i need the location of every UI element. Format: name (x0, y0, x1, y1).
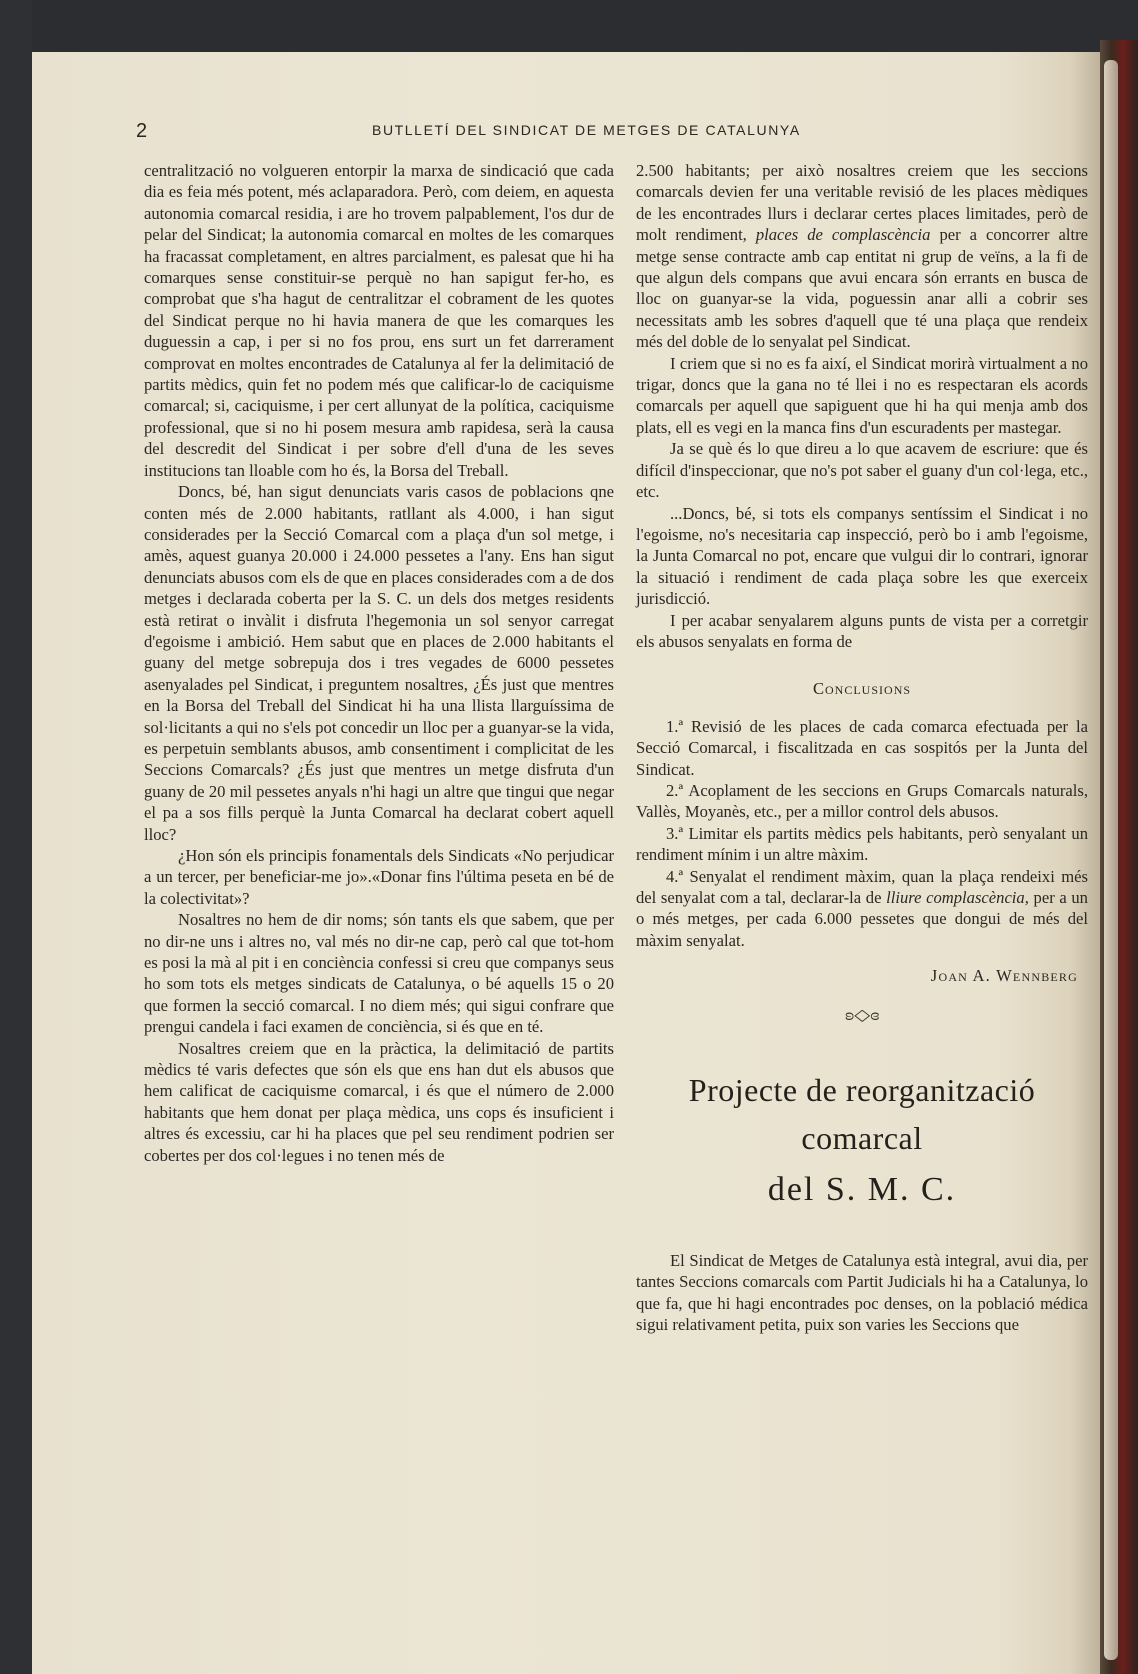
running-header (136, 120, 1076, 144)
section-title (636, 1066, 1088, 1214)
left-paragraph-2: Doncs, bé, han sigut denunciats varis casos de poblacions qne conten més de 2.000 habitants, ratllant als 4.000, i han sigut considerades per la Secció Comarcal com a plaça d'un sol metge, i amès, aquest guanya 20.000 i 24.000 pessetes a l'any. Ens han sigut denunciats abusos com els de que en places considerades com a de dos metges i declarada coberta per la S. C. un dels dos metges residents està retirat o invàlit i disfruta l'hegemonia un sol senyor carregat d'egoisme i ambició. Hem sabut que en places de 2.000 habitants el guany del metge sobrepuja dos i tres vegades de 6000 pessetes asenyalades pel Sindicat, i preguntem nosaltres, ¿És just que mentres en la Borsa del Treball del Sindicat hi ha una llista llarguíssima de sol·licitants a qui no s'els pot concedir un lloc per a guanyar-se la vida, es perpetuin semblants abusos, amb consentiment i complicitat de les Seccions Comarcals? ¿És just que mentres un metge disfruta d'un guany de 20 mil pessetes anyals n'hi hagi un altre que tingui que negar el pa a sos fills perquè la Junta Comarcal ha declarat cobert aquell lloc? (144, 482, 615, 844)
author-signature: Joan A. Wennberg (930, 966, 1078, 986)
ornament-glyph: ʚ◇ɞ (844, 1006, 880, 1024)
right-paragraph-4: ...Doncs, bé, si tots els companys sentíssim el Sindicat i no l'egoisme, no's necesitaria cap inspecció, però bo i amb l'egoisme, la Junta Comarcal no pot, encare que vulgui dir lo contrari, ignorar la situació i rendiment de cada plaça sobre les que exerceix jurisdicció. (636, 503, 1088, 609)
conclusions-heading: Conclusions (812, 679, 912, 699)
ornament-divider (636, 1005, 1088, 1026)
section-title-line-1: Projecte de reorganització comarcal (688, 1072, 1036, 1157)
page-edge-stack (1104, 60, 1118, 1660)
scan-backdrop-top (0, 0, 1138, 52)
left-column (144, 160, 614, 1166)
book-spine-edge (1100, 40, 1138, 1674)
right-paragraph-2: I criem que si no es fa així, el Sindicat morirà virtualment a no trigar, doncs que la gana no té llei i no es respectaran els acords comarcals per aquell que sapiguent que hi ha qui menja amb dos plats, ell es vegi en la manca fins d'un escuradents per mastegar. (636, 353, 1088, 437)
conclusion-3: 3.ª Limitar els partits mèdics pels habitants, però senyalant un rendiment mínim i un altre màxim. (636, 823, 1088, 865)
left-paragraph-3: ¿Hon són els principis fonamentals dels Sindicats «No perjudicar a un tercer, per beneficiar-me jo».«Donar fins l'última peseta en bé de la colectivitat»? (144, 846, 614, 908)
left-paragraph-1: centralització no volgueren entorpir la marxa de sindicació que cada dia es feia més potent, més aclaparadora. Però, com deiem, en aquesta autonomia comarcal residia, i are ho trovem palpablement, l'os dur de pelar del Sindicat; la autonomia comarcal en moltes de les comarques ha fracassat completament, en altres parcialment, es palesat que hi ha comarques sense constituir-se perquè no han sapigut fer-ho, es comprobat que s'ha hagut de centralitzar el cobrament de les quotes del Sindicat perque no hi havia manera de que les comarques les duguessin a cap, i per si no fos prou, ens surt un fet darrerament comprovat en moltes encontrades de Catalunya al fer la delimitació de partits mèdics, quin fet no podem més que calificar-lo de caciquisme comarcal; si, caciquisme, i per cert allunyat de la política, caciquisme professional, que si no hi posem mesura amb rapidesa, serà la causa del descredit del Sindicat i per sobre d'ell d'una de les seves institucions tan lloable com ho és, la Borsa del Treball. (144, 161, 614, 480)
right-paragraph-1 (636, 160, 1088, 353)
right-paragraph-1-emphasis: places de complascència (755, 225, 931, 245)
conclusion-4-text: 4.ª Senyalat el rendiment màxim, quan la plaça rendeixi més del senyalat com a tal, declarar-la de (636, 866, 1088, 907)
section-title-line-2: del S. M. C. (767, 1171, 957, 1209)
scan-backdrop-left (0, 0, 32, 1674)
conclusion-4-tail: per a un o més metges, per cada 6.000 pessetes que dongui de més del màxim senyalat. (636, 888, 1088, 950)
page-number: 2 (136, 120, 148, 142)
section-paragraph-1: El Sindicat de Metges de Catalunya està integral, avui dia, per tantes Seccions comarcals com Partit Judicials hi ha a Catalunya, lo que fa, que hi hagi encontrades poc denses, on la població médica sigui relativament petita, puix son varies les Seccions que (636, 1251, 1088, 1335)
right-column (636, 160, 1088, 1336)
right-paragraph-3: Ja se què és lo que direu a lo que acavem de escriure: que és difícil d'inspeccionar, que no's pot saber el guany d'un col·lega, etc., etc. (636, 439, 1088, 502)
right-paragraph-1-tail: per a concorrer altre metge sense contracte amb cap entitat ni grup de veïns, a la fi de que algun dels compans que avui encara són errants en busca de lloc on guanyar-se la vida, poguessin anar alli a cobrir ses necessitats amb les sobres d'aquell que té una plaça que rendeix més del doble de lo senyalat pel Sindicat. (636, 225, 1088, 352)
left-paragraph-4: Nosaltres no hem de dir noms; són tants els que sabem, que per no dir-ne uns i altres no, val més no dir-ne cap, però cal que tot-hom es posi la mà al pit i en conciència confessi si creu que companys seus ho som tots els metges sindicats de Catalunya, o bé aquells 15 o 20 que formen la secció comarcal. I no diem més; qui sigui confrare que prengui candela i faci examen de conciència, si és que en té. (144, 910, 614, 1037)
conclusion-2: 2.ª Acoplament de les seccions en Grups Comarcals naturals, Vallès, Moyanès, etc., per a millor control dels abusos. (636, 780, 1088, 822)
conclusion-1: 1.ª Revisió de les places de cada comarca efectuada per la Secció Comarcal, i fiscalitzada en cas sospitós per la Junta del Sindicat. (636, 716, 1088, 779)
conclusion-4 (636, 866, 1088, 952)
right-paragraph-5: I per acabar senyalarem alguns punts de vista per a corretgir els abusos senyalats en forma de (636, 610, 1088, 651)
left-paragraph-5: Nosaltres creiem que en la pràctica, la delimitació de partits mèdics té varis defectes que són els que ens han dut els abusos que hem calificat de caciquisme comarcal, i és que el número de 2.000 habitants que hem donat per plaça mèdica, uns cops és insuficient i altres és excessiu, car hi ha places que pel seu rendiment podrien ser cobertes per dos col·legues i no tenen més de (144, 1038, 614, 1165)
right-paragraph-1-text: 2.500 habitants; per això nosaltres creiem que les seccions comarcals devien fer una veritable revisió de les places mèdiques de les encontrades llurs i declarar certes places limitades, però de molt rendiment, (636, 161, 1088, 245)
conclusion-4-emphasis: lliure complascència, (886, 888, 1029, 907)
journal-title: BUTLLETÍ DEL SINDICAT DE METGES DE CATALUNYA (372, 122, 801, 138)
